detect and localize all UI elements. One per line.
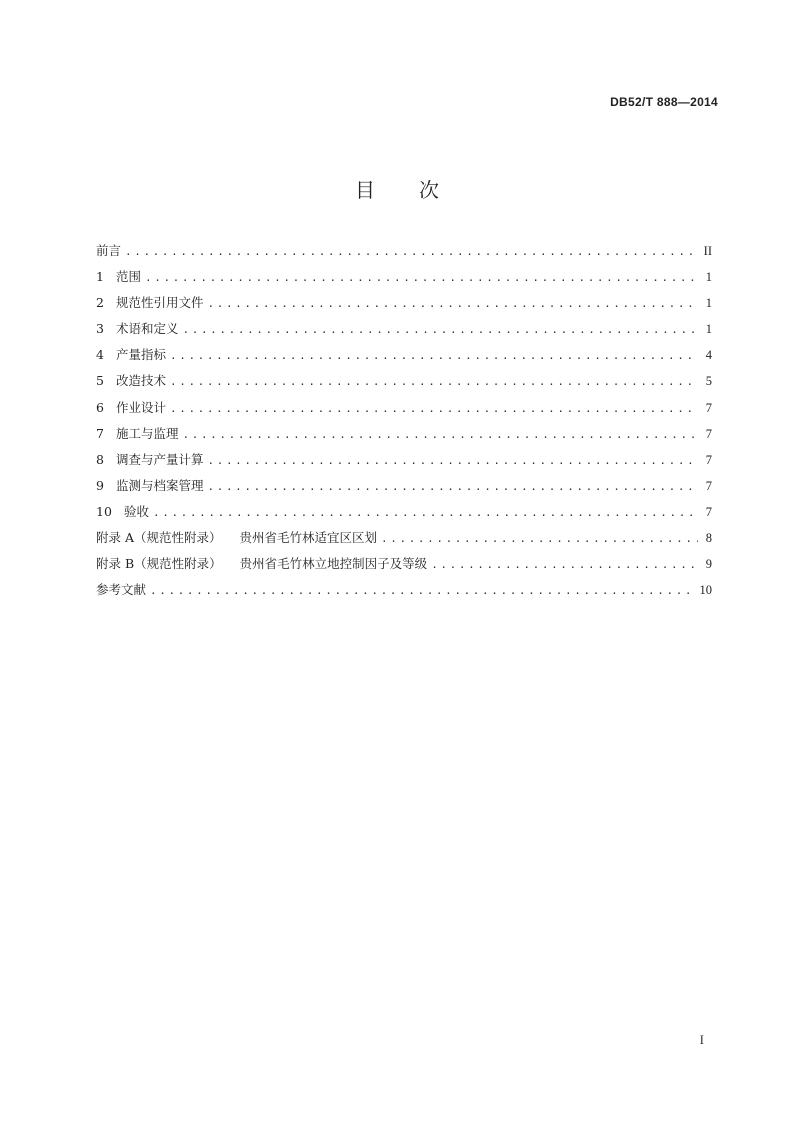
toc-dot-leader xyxy=(170,396,698,422)
toc-entry-label: 参考文献 xyxy=(96,582,147,598)
toc-entry-page: 7 xyxy=(705,478,712,493)
toc-dot-leader xyxy=(145,265,698,291)
toc-entry-label: 附录 A（规范性附录） xyxy=(96,530,222,546)
toc-entry[interactable] xyxy=(96,316,712,342)
toc-entry[interactable] xyxy=(96,395,712,421)
toc-entry-number: 6 xyxy=(96,399,104,415)
toc-entry-label: 产量指标 xyxy=(116,347,167,363)
toc-entry[interactable] xyxy=(96,551,712,577)
toc-entry-number: 1 xyxy=(96,269,104,285)
toc-entry-page: 1 xyxy=(705,270,712,285)
toc-dot-leader xyxy=(208,448,698,474)
toc-entry[interactable] xyxy=(96,473,712,499)
toc-entry[interactable] xyxy=(96,368,712,394)
toc-entry-page: 7 xyxy=(705,400,712,415)
toc-entry-label: 前言 xyxy=(96,243,122,258)
toc-entry-number: 5 xyxy=(96,373,104,389)
toc-title-char-1: 目 xyxy=(355,178,375,202)
toc-entry-number: 2 xyxy=(96,295,104,311)
toc-entry-label: 改造技术 xyxy=(116,373,167,389)
toc-entry[interactable] xyxy=(96,238,712,264)
toc-entry-number: 9 xyxy=(96,477,104,493)
toc-dot-leader xyxy=(183,422,698,448)
toc-entry-label: 术语和定义 xyxy=(116,321,179,337)
toc-entry-label: 验收 xyxy=(124,503,150,519)
toc-entry-page: 1 xyxy=(705,322,712,337)
toc-entry-page: 10 xyxy=(699,583,712,598)
toc-entry-label: 附录 B（规范性附录） xyxy=(96,556,222,572)
toc-dot-leader xyxy=(208,291,698,317)
toc-dot-leader xyxy=(183,317,698,343)
toc-entry-number: 8 xyxy=(96,451,104,467)
toc-entry-page: 7 xyxy=(705,452,712,467)
toc-entry-number: 4 xyxy=(96,347,104,363)
toc-dot-leader xyxy=(150,578,695,604)
toc-entry-number: 3 xyxy=(96,321,104,337)
toc-entry-label: 作业设计 xyxy=(116,399,167,415)
toc-entry-number: 10 xyxy=(96,503,112,519)
toc-entry-number: 7 xyxy=(96,425,104,441)
toc-dot-leader xyxy=(153,500,698,526)
toc-entry-label: 监测与档案管理 xyxy=(116,477,204,493)
footer-page-number: I xyxy=(699,1032,704,1047)
toc-dot-leader xyxy=(170,343,698,369)
toc-dot-leader xyxy=(381,526,698,552)
toc-entry-page: 4 xyxy=(705,348,712,363)
toc-dot-leader xyxy=(170,369,698,395)
toc-entry-page: 9 xyxy=(705,557,712,572)
toc-entry-page: II xyxy=(703,244,712,258)
toc-entry-page: 7 xyxy=(705,504,712,519)
toc-entry-page: 1 xyxy=(705,296,712,311)
toc-title-char-2: 次 xyxy=(419,178,439,202)
toc-entry-page: 5 xyxy=(705,374,712,389)
toc-entry-label: 施工与监理 xyxy=(116,425,179,441)
toc-entry-page: 7 xyxy=(705,426,712,441)
toc-entry-label: 范围 xyxy=(116,269,142,285)
toc-entry-subtitle: 贵州省毛竹林立地控制因子及等级 xyxy=(239,556,428,572)
toc-list xyxy=(96,238,712,603)
document-code: DB52/T 888—2014 xyxy=(610,95,718,109)
toc-entry[interactable] xyxy=(96,525,712,551)
toc-entry[interactable] xyxy=(96,577,712,603)
toc-entry-label: 调查与产量计算 xyxy=(116,451,204,467)
toc-entry-subtitle: 贵州省毛竹林适宜区区划 xyxy=(239,530,378,546)
toc-dot-leader xyxy=(125,239,698,265)
toc-entry-label: 规范性引用文件 xyxy=(116,295,204,311)
toc-dot-leader xyxy=(431,552,698,578)
toc-dot-leader xyxy=(208,474,698,500)
toc-entry[interactable] xyxy=(96,290,712,316)
toc-entry[interactable] xyxy=(96,342,712,368)
toc-entry-page: 8 xyxy=(705,531,712,546)
toc-entry[interactable] xyxy=(96,499,712,525)
toc-entry[interactable] xyxy=(96,447,712,473)
toc-entry[interactable] xyxy=(96,264,712,290)
toc-entry[interactable] xyxy=(96,421,712,447)
toc-title xyxy=(0,174,794,203)
